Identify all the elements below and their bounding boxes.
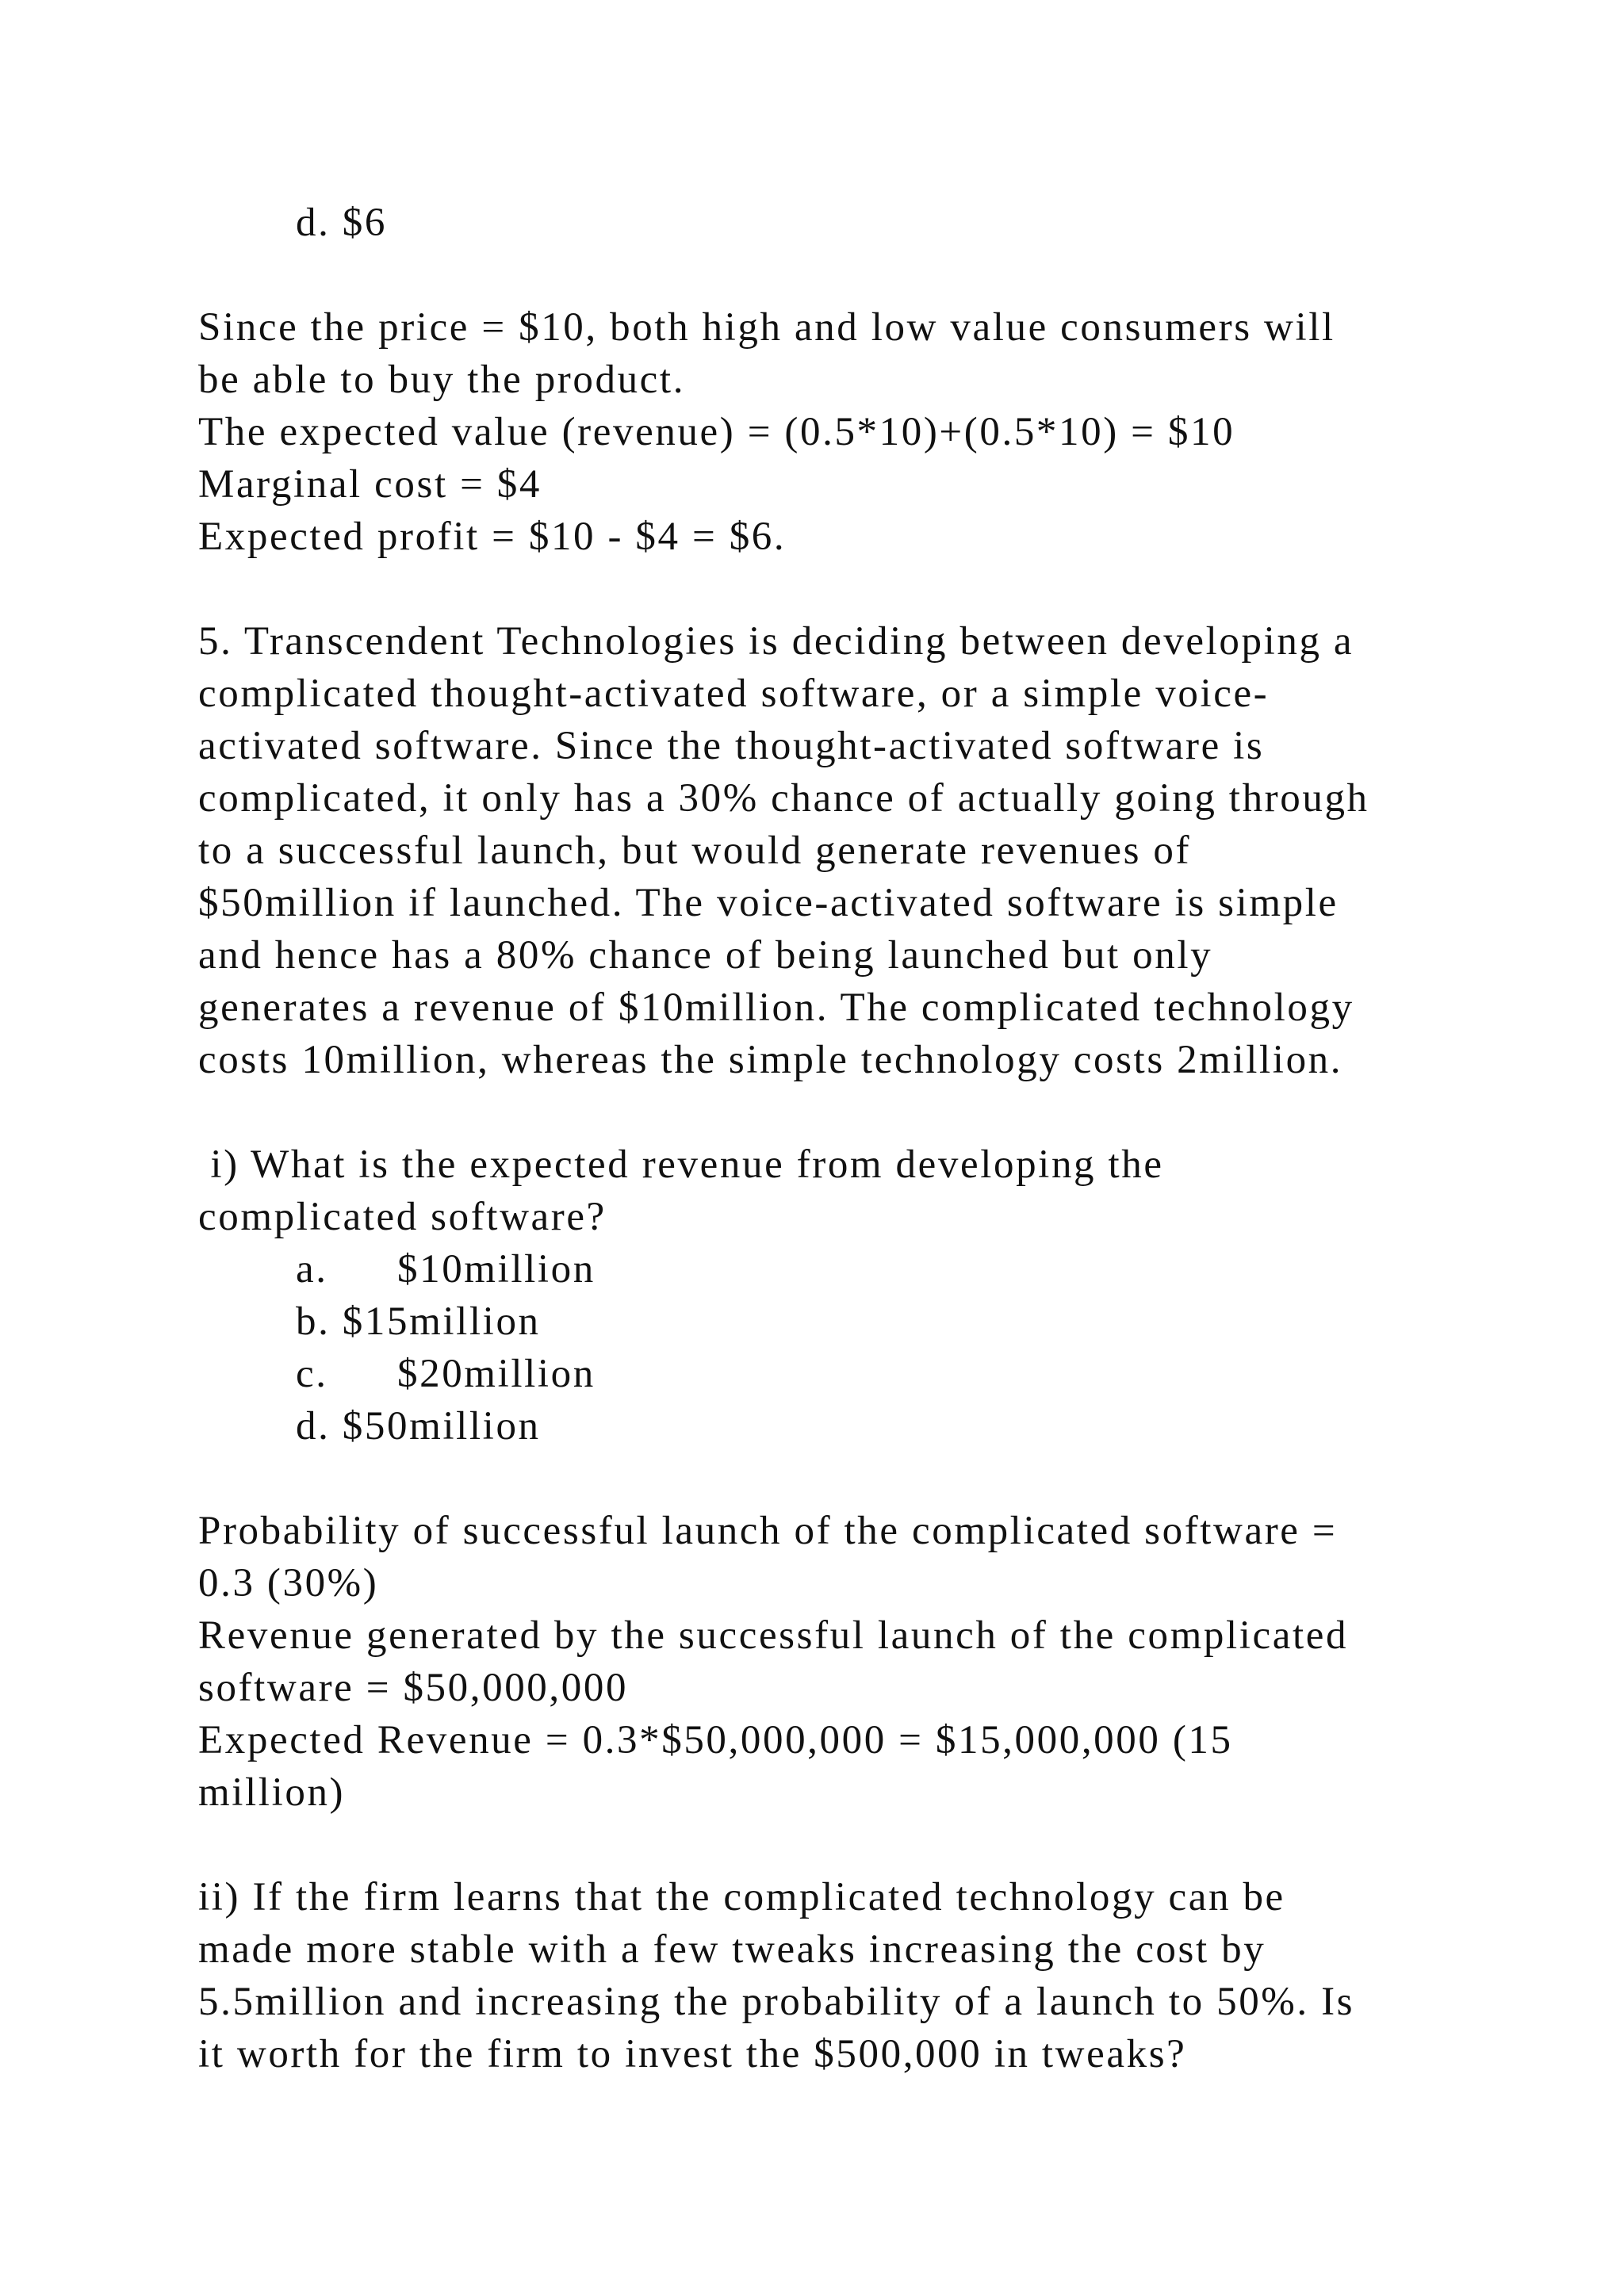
sub-question-line: 5.5million and increasing the probability of a launch to 50%. Is — [198, 1980, 1355, 2024]
explanation-line: Revenue generated by the successful launch of the complicated — [198, 1613, 1349, 1658]
explanation-line: Expected Revenue = 0.3*$50,000,000 = $15,000,000 (15 — [198, 1718, 1233, 1762]
option-text: $20million — [397, 1352, 596, 1396]
explanation-line: The expected value (revenue) = (0.5*10)+(0.5*10) = $10 — [198, 410, 1235, 454]
sub-question-line: ii) If the firm learns that the complicated technology can be — [198, 1875, 1285, 1919]
explanation-line: software = $50,000,000 — [198, 1666, 629, 1710]
option-letter: c. — [296, 1352, 328, 1396]
option-a — [296, 1243, 596, 1295]
sub-question-line: i) What is the expected revenue from developing the — [198, 1142, 1164, 1187]
explanation-line: million) — [198, 1770, 346, 1815]
option-text: $10million — [397, 1247, 596, 1292]
option-d: d. $50million — [296, 1404, 541, 1448]
sub-question-line: it worth for the firm to invest the $500,000 in tweaks? — [198, 2032, 1187, 2076]
option-letter: a. — [296, 1247, 328, 1292]
question-line: 5. Transcendent Technologies is deciding between developing a — [198, 619, 1354, 664]
explanation-line: be able to buy the product. — [198, 358, 686, 402]
sub-question-line: complicated software? — [198, 1195, 607, 1239]
option-c — [296, 1348, 596, 1400]
question-line: and hence has a 80% chance of being launched but only — [198, 933, 1213, 978]
question-line: to a successful launch, but would generate revenues of — [198, 828, 1192, 873]
option-b: b. $15million — [296, 1299, 541, 1344]
question-line: complicated, it only has a 30% chance of actually going through — [198, 776, 1369, 821]
question-line: generates a revenue of $10million. The complicated technology — [198, 985, 1354, 1030]
question-line: activated software. Since the thought-activated software is — [198, 724, 1265, 768]
explanation-line: Marginal cost = $4 — [198, 462, 542, 507]
previous-answer: d. $6 — [296, 201, 387, 245]
sub-question-line: made more stable with a few tweaks increasing the cost by — [198, 1927, 1266, 1972]
explanation-line: Expected profit = $10 - $4 = $6. — [198, 515, 787, 559]
question-line: costs 10million, whereas the simple technology costs 2million. — [198, 1038, 1343, 1082]
explanation-line: Since the price = $10, both high and low value consumers will — [198, 305, 1335, 350]
explanation-line: Probability of successful launch of the complicated software = — [198, 1509, 1338, 1553]
question-line: $50million if launched. The voice-activated software is simple — [198, 881, 1339, 925]
explanation-line: 0.3 (30%) — [198, 1561, 379, 1605]
question-line: complicated thought-activated software, or a simple voice- — [198, 672, 1270, 716]
